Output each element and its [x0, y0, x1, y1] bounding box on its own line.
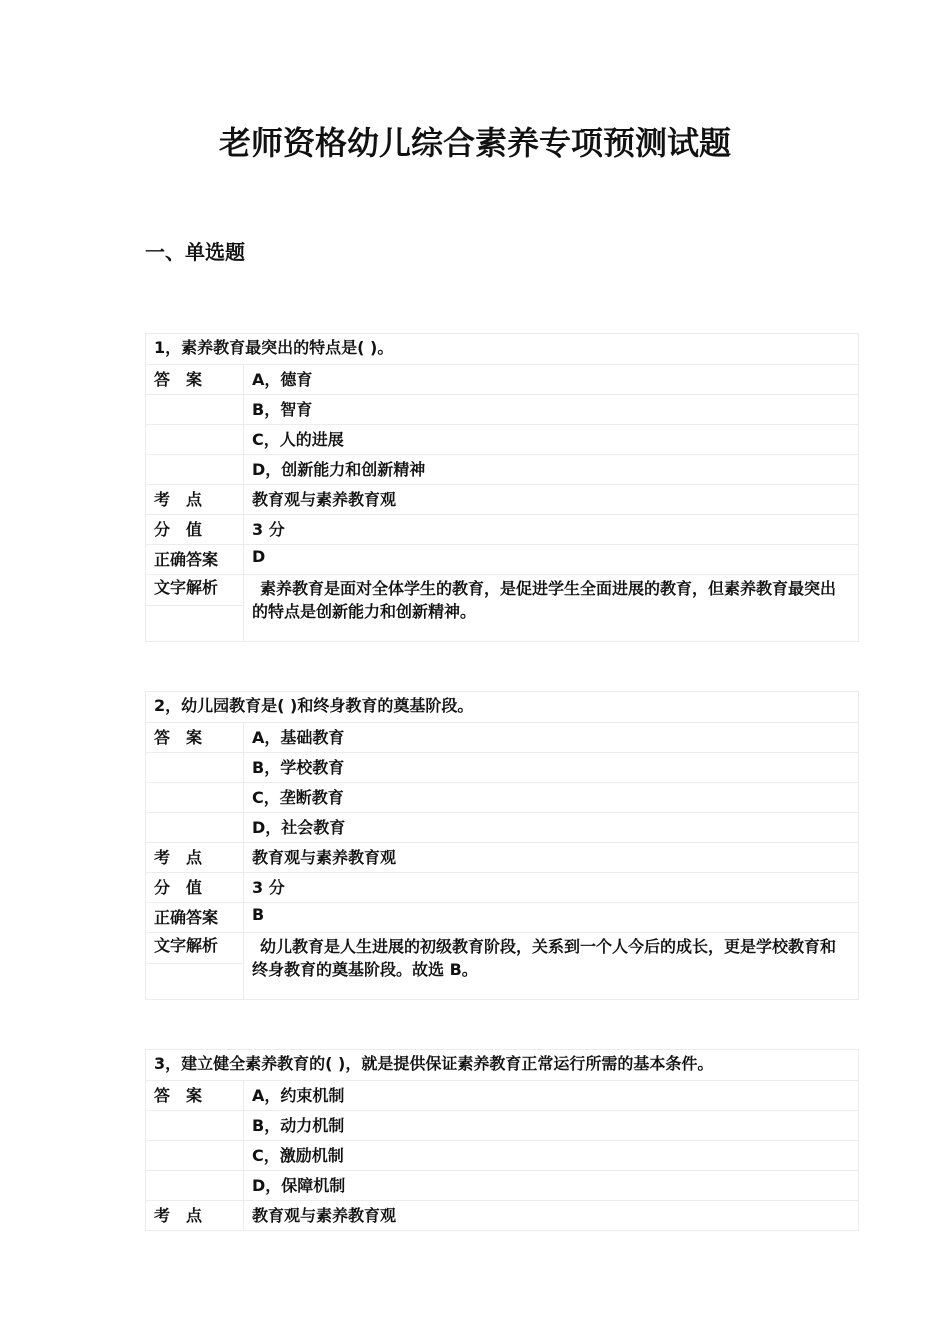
point-value: 教育观与素养教育观 — [252, 1206, 397, 1225]
question-title: 2，幼儿园教育是( )和终身教育的奠基阶段。 — [146, 692, 858, 723]
label-blank — [146, 813, 244, 842]
label-blank — [146, 1141, 244, 1170]
analysis-text: 幼儿教育是人生进展的初级教育阶段，关系到一个人今后的成长，更是学校教育和终身教育的奠基阶段。故选 B。 — [252, 937, 837, 979]
point-value: 教育观与素养教育观 — [252, 490, 397, 509]
correct-value: D — [252, 547, 266, 566]
label-blank — [146, 425, 244, 454]
point-label: 考 点 — [146, 843, 244, 872]
option-a: A，约束机制 — [252, 1086, 345, 1105]
option-c: C，激励机制 — [252, 1146, 344, 1165]
point-label: 考 点 — [146, 485, 244, 514]
score-label: 分 值 — [146, 873, 244, 902]
question-block-1 — [145, 333, 859, 642]
question-title: 3，建立健全素养教育的( )，就是提供保证素养教育正常运行所需的基本条件。 — [146, 1050, 858, 1081]
score-value: 3 分 — [252, 878, 285, 897]
label-blank — [146, 753, 244, 782]
analysis-label: 文字解析 — [146, 575, 244, 641]
option-a: A，德育 — [252, 370, 313, 389]
option-b: B，动力机制 — [252, 1116, 345, 1135]
score-label: 分 值 — [146, 515, 244, 544]
option-d: D，创新能力和创新精神 — [252, 460, 426, 479]
label-blank — [146, 1111, 244, 1140]
option-d: D，社会教育 — [252, 818, 346, 837]
option-d: D，保障机制 — [252, 1176, 346, 1195]
question-title: 1，素养教育最突出的特点是( )。 — [146, 334, 858, 365]
option-c: C，垄断教育 — [252, 788, 344, 807]
option-b: B，智育 — [252, 400, 313, 419]
label-blank — [146, 1171, 244, 1200]
point-value: 教育观与素养教育观 — [252, 848, 397, 867]
analysis-label: 文字解析 — [146, 933, 244, 999]
point-label: 考 点 — [146, 1201, 244, 1230]
question-block-3 — [145, 1049, 859, 1231]
analysis-text: 素养教育是面对全体学生的教育，是促进学生全面进展的教育，但素养教育最突出的特点是创新能力和创新精神。 — [252, 579, 837, 621]
label-blank — [146, 783, 244, 812]
answer-label: 答 案 — [146, 365, 244, 394]
label-blank — [146, 455, 244, 484]
answer-label: 答 案 — [146, 1081, 244, 1110]
label-blank — [146, 395, 244, 424]
question-block-2 — [145, 691, 859, 1000]
score-value: 3 分 — [252, 520, 285, 539]
option-a: A，基础教育 — [252, 728, 345, 747]
document-title: 老师资格幼儿综合素养专项预测试题 — [218, 124, 731, 162]
section-title: 一、单选题 — [145, 240, 245, 264]
option-c: C，人的进展 — [252, 430, 344, 449]
correct-label: 正确答案 — [146, 545, 244, 574]
correct-label: 正确答案 — [146, 903, 244, 932]
answer-label: 答 案 — [146, 723, 244, 752]
option-b: B，学校教育 — [252, 758, 345, 777]
correct-value: B — [252, 905, 265, 924]
